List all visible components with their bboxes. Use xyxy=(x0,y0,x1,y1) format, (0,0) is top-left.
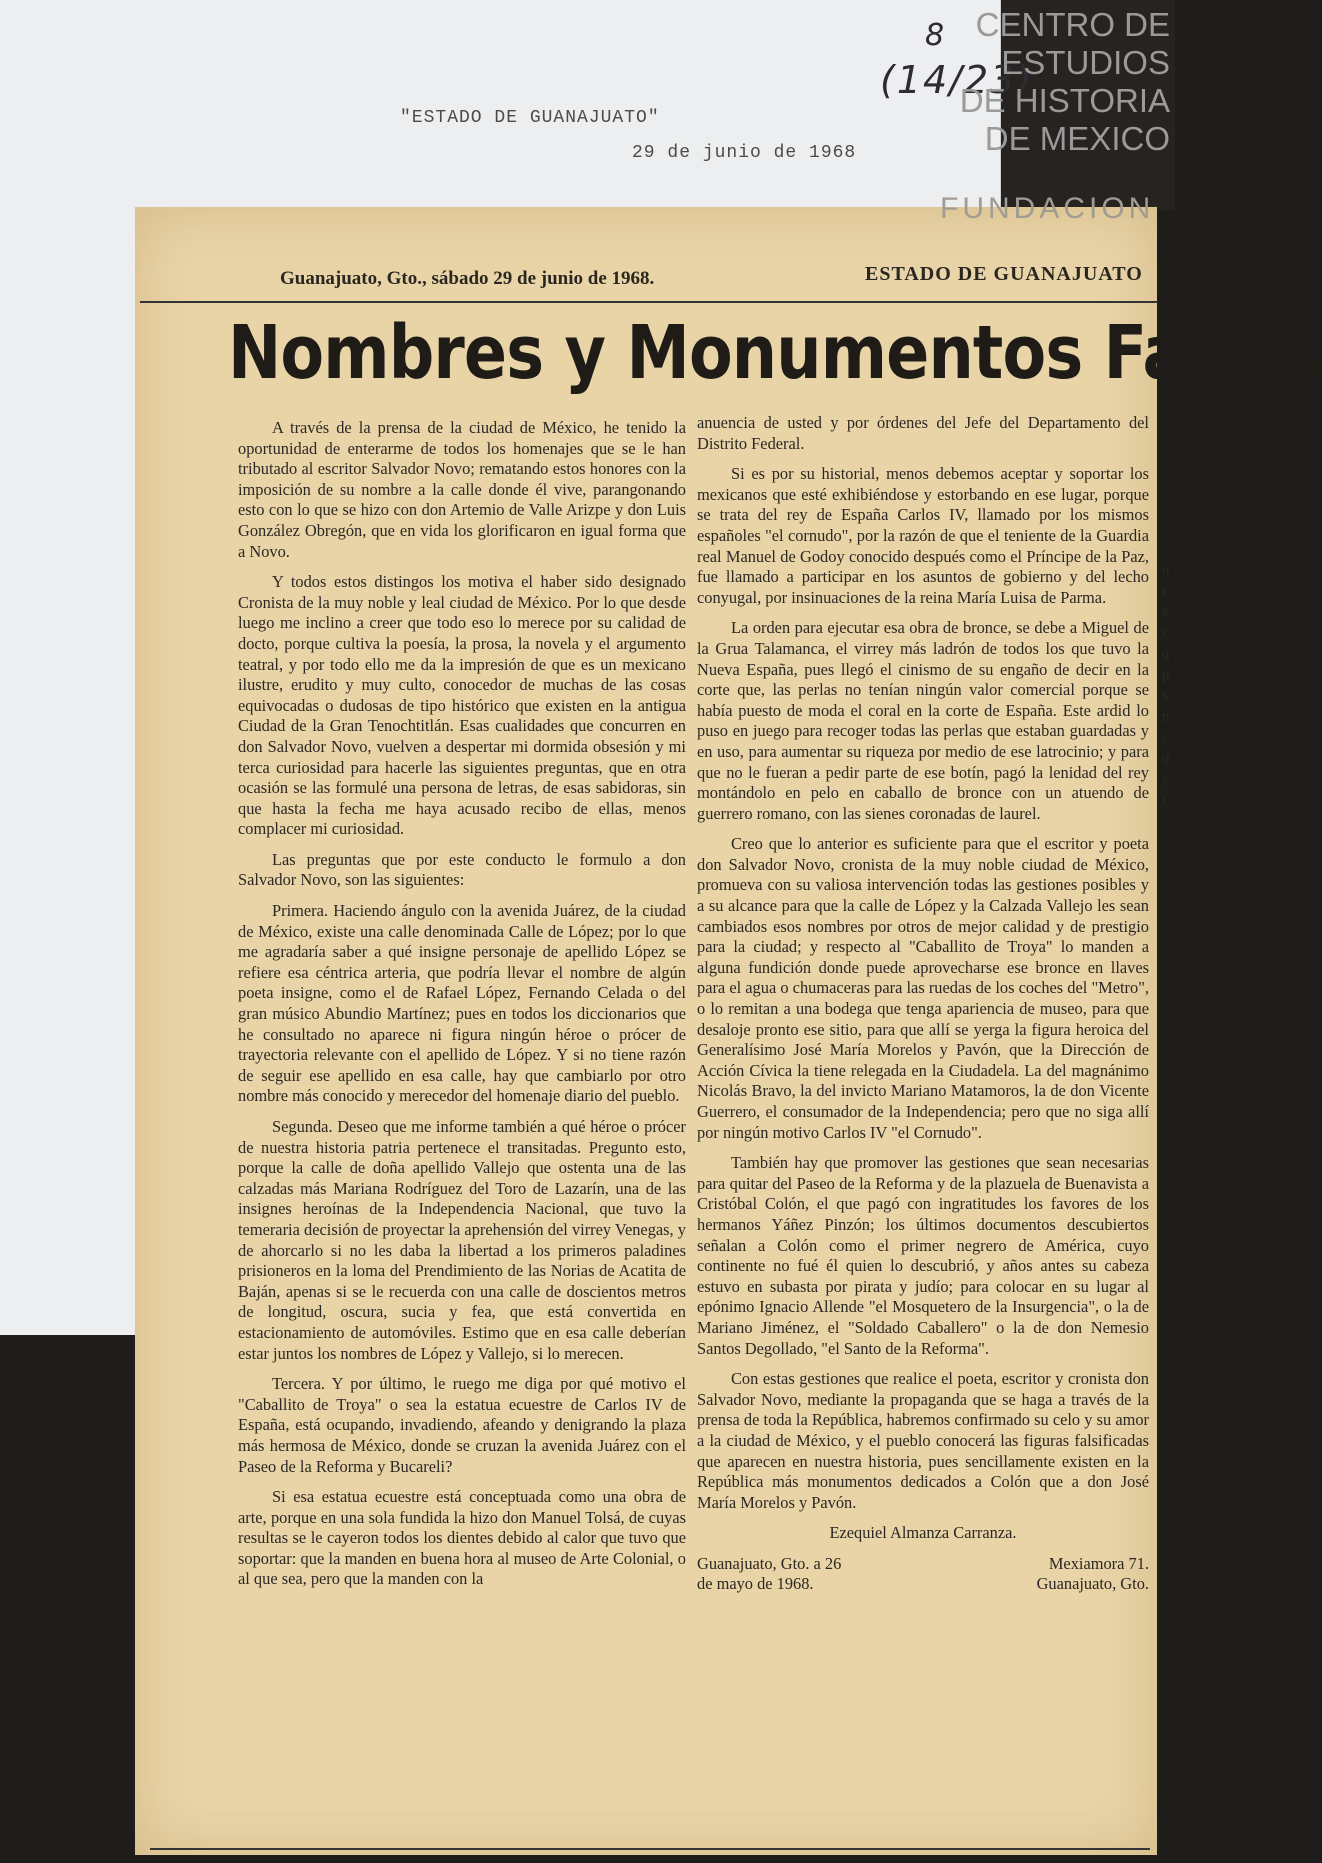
typed-newspaper-title: "ESTADO DE GUANAJUATO" xyxy=(400,108,660,128)
article-column-2 xyxy=(697,413,1149,1595)
paragraph: anuencia de usted y por órdenes del Jefe del Departamento del Distrito Federal. xyxy=(697,413,1149,453)
paragraph: Creo que lo anterior es suficiente para que el escritor y poeta don Salvador Novo, cronista de la muy noble ciudad de México, promueva con su valiosa intervención todas las gestiones posibles y a su alcance para que la calle de López y la Calzada Vallejo les sean cambiados esos nombres por otros de mejor calidad y de prestigio para la ciudad; y respecto al "Caballito de Troya" lo manden a alguna fundición donde puede aprovecharse ese bronce en llaves para el agua o chumaceras para las ruedas de los coches del "Metro", o lo remitan a una bodega que tenga apariencia de museo, para que desaloje pronto ese sitio, para que allí se yerga la figura heroica del Generalísimo José María Morelos y Pavón, que la Dirección de Acción Cívica la tiene relegada en la Ciudadela. La del magnánimo Nicolás Bravo, la del invicto Mariano Matamoros, la de don Vicente Guerrero, el consumador de la Independencia; pero que no siga allí por ningún motivo Carlos IV "el Cornudo". xyxy=(697,834,1149,1142)
stamp-line: CENTRO DE xyxy=(975,6,1170,43)
paragraph: Si esa estatua ecuestre está conceptuada como una obra de arte, porque en una sola fundida la hizo don Manuel Tolsá, de cuyas resultas se le cayeron todos los dientes debido al calor que tuvo que soportar: que la manden en buena hora al museo de Arte Colonial, o al que sea, pero que la manden con la xyxy=(238,1487,686,1589)
headline: Nombres y Monumentos Falsos xyxy=(228,310,1322,396)
masthead-newspaper-name: ESTADO DE GUANAJUATO xyxy=(865,263,1143,285)
paragraph: Tercera. Y por último, le ruego me diga por qué motivo el "Caballito de Troya" o sea la estatua ecuestre de Carlos IV de España, está ocupando, invadiendo, afeando y denigrando la plaza más hermosa de México, donde se cruzan la avenida Juárez con el Paseo de la Reforma y Bucareli? xyxy=(238,1374,686,1476)
author-address: Mexiamora 71. Guanajuato, Gto. xyxy=(1036,1553,1149,1594)
bottom-rule xyxy=(150,1848,1150,1850)
handwritten-page-number: 8 xyxy=(925,18,947,53)
signature-details xyxy=(697,1554,1149,1595)
typed-date: 29 de junio de 1968 xyxy=(632,143,857,163)
article-column-1 xyxy=(238,418,686,1600)
stamp-line: ESTUDIOS xyxy=(1001,44,1170,81)
paragraph: Las preguntas que por este conducto le formulo a don Salvador Novo, son las siguientes: xyxy=(238,849,686,890)
paragraph: También hay que promover las gestiones que sean necesarias para quitar del Paseo de la Reforma y de la plazuela de Buenavista a Cristóbal Colón, el que pagó con ingratitudes los favores de los hermanos Yáñez Pinzón; los últimos documentos descubiertos señalan a Colón como el primer negrero de América, cuyo continente no fué él quien lo descubrió, y años antes su cabeza estuvo en subasta por pirata y judío; para colocar en su lugar al epónimo Ignacio Allende "el Mosquetero de la Insurgencia", o la de Mariano Jiménez, el "Soldado Caballero" o la de don Nemesio Santos Degollado, "el Santo de la Reforma". xyxy=(697,1153,1149,1358)
paragraph: Con estas gestiones que realice el poeta, escritor y cronista don Salvador Novo, mediante la propaganda que se haga a través de la prensa de toda la República, habremos confirmado su celo y su amor a la ciudad de México, y el pueblo conocerá las figuras falsificadas que aparecen en nuestra historia, pues sencillamente existen en la República más monumentos dedicados a Colón que a don José María Morelos y Pavón. xyxy=(697,1369,1149,1512)
paragraph: Primera. Haciendo ángulo con la avenida Juárez, de la ciudad de México, existe una calle denominada Calle de López; por lo que me agradaría saber a qué insigne personaje de apellido López se refiere esa céntrica arteria, que podría llevar el nombre de algún poeta insigne, como el de Rafael López, Fernando Celada o del gran músico Abundio Martínez; pues en todos los diccionarios que he consultado no aparece ni figura ningún héroe o prócer de trayectoria relevante con el apellido de López. Y si no tiene razón de seguir ese apellido en esa calle, hay que cambiarlo por otro nombre más conocido y merecedor del homenaje diario del pueblo. xyxy=(238,901,686,1106)
masthead xyxy=(140,255,1158,303)
paragraph: La orden para ejecutar esa obra de bronce, se debe a Miguel de la Grua Talamanca, el virrey más ladrón de todos los que tuvo la Nueva España, pues llegó el cinismo de su engaño de decir en la corte que, las perlas no tenían ningún valor comercial porque se había puesto de moda el coral en la corte de España. Este ardid lo puso en juego para recoger todas las perlas que estaban guardadas y en uso, para aumentar su riqueza por medio de ese latrocinio; y para que no le fueran a pedir parte de ese botín, pagó la lenidad del rey montándolo en pelo en caballo de bronce con un atuendo de guerrero romano, con las sienes coronadas de laurel. xyxy=(697,618,1149,823)
paragraph: Segunda. Deseo que me informe también a qué héroe o prócer de nuestra historia patria pertenece el transitadas. Pregunto esto, porque la calle de doña apellido Vallejo que ostenta una de las calzadas más Mariana Rodríguez del Toro de Lazarín, una de las insignes heroínas de la Independencia Nacional, que tuvo la temeraria decisión de proyectar la aprehensión del virrey Venegas, y de ahorcarlo si no les daba la libertad a los primeros paladines prisioneros en la loma del Prendimiento de las Norias de Acatita de Baján, apenas si se le recuerda con una calle de doscientos metros de longitud, oscura, sucia y fea, que está convertida en estacionamiento de automóviles. Estimo que en esa calle deberían estar juntos los nombres de López y Vallejo, si lo merecen. xyxy=(238,1117,686,1363)
masthead-date: Guanajuato, Gto., sábado 29 de junio de 1968. xyxy=(280,268,655,289)
adjacent-column-fragment: u t e c q p s n c d y l xyxy=(1162,562,1170,809)
fundacion-stamp: FUNDACION xyxy=(940,192,1155,225)
archive-stamp xyxy=(945,6,1170,158)
paragraph: Si es por su historial, menos debemos aceptar y soportar los mexicanos que esté exhibiéndose y estorbando en ese lugar, porque se trata del rey de España Carlos IV, llamado por los mismos españoles "el cornudo", por la razón de que el teniente de la Guardia real Manuel de Godoy conocido después como el Príncipe de la Paz, fue llamado a participar en los asuntos de gobierno y del lecho conyugal, por insinuaciones de la reina María Luisa de Parma. xyxy=(697,464,1149,607)
author-signature: Ezequiel Almanza Carranza. xyxy=(829,1523,1017,1543)
place-date: Guanajuato, Gto. a 26 de mayo de 1968. xyxy=(697,1553,842,1594)
handwritten-reference: (14/23) xyxy=(880,58,1034,102)
paragraph: Y todos estos distingos los motiva el haber sido designado Cronista de la muy noble y leal ciudad de México. Por lo que desde luego me inclino a creer que todo eso lo merece por su calidad de docto, porque cultiva la poesía, la prosa, la novela y el argumento teatral, y por todo ello me da la impresión de que es un mexicano ilustre, erudito y muy culto, conocedor de muchas de las cosas equivocadas o dudosas de tipo histórico que existen en la antigua Ciudad de la Gran Tenochtitlán. Esas cualidades que concurren en don Salvador Novo, vuelven a despertar mi dormida obsesión y mi terca curiosidad para hacerle las siguientes preguntas, que en otra ocasión se las formulé una persona de letras, de esas sabidoras, sin que hasta la fecha me haya acusado recibo de ellas, menos complacer mi curiosidad. xyxy=(238,572,686,839)
stamp-line: DE MEXICO xyxy=(984,120,1170,157)
stamp-line: DE HISTORIA xyxy=(959,82,1170,119)
paragraph: A través de la prensa de la ciudad de México, he tenido la oportunidad de enterarme de todos los homenajes que se le han tributado al escritor Salvador Novo; rematando estos honores con la imposición de su nombre a la calle donde él vive, parangonando esto con lo que se hizo con don Artemio de Valle Arizpe y don Luis González Obregón, que en vida los glorificaron en igual forma que a Novo. xyxy=(238,418,686,561)
